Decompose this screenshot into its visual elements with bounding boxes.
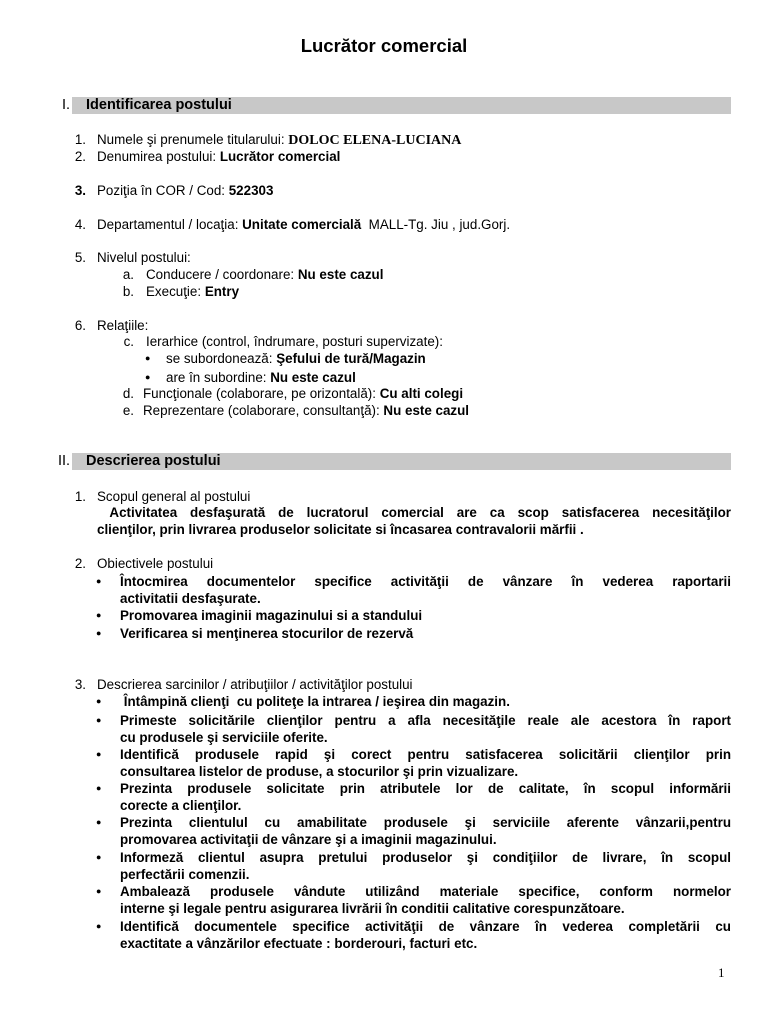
field-value: Unitate comercială [242, 217, 362, 232]
field-label: Poziţia în COR / Cod: [97, 183, 229, 198]
task-item-cont: consultarea listelor de produse, a stocurilor şi prin vizualizare. [120, 764, 519, 779]
list-number: 4. [74, 217, 86, 232]
task-item: Primeste solicitările clienţilor pentru a afla necesităţile reale ale acestora în raport [120, 713, 731, 728]
field-label: Execuţie: [146, 284, 205, 299]
list-item [97, 148, 340, 165]
bullet-icon: ● [96, 886, 102, 896]
bullet-icon: ● [96, 852, 102, 862]
task-item: Identifică produsele rapid şi corect pentru satisfacerea solicitării clienţilor prin [120, 747, 731, 762]
bullet-icon: ● [96, 628, 102, 638]
list-letter: e. [122, 403, 134, 418]
sub-item [146, 283, 239, 300]
list-number: 6. [74, 318, 86, 333]
field-value: Lucrător comercial [219, 149, 341, 164]
bullet-icon: ● [96, 576, 102, 586]
field-value: Cu alti colegi [379, 386, 464, 401]
page-number: 1 [718, 965, 725, 980]
list-item: Obiectivele postului [97, 556, 214, 571]
task-item-cont: promovarea activitaţii de vânzare şi a imaginii magazinului. [120, 832, 497, 847]
task-item-cont: perfectării comenzii. [120, 867, 250, 882]
bullet-icon: ● [96, 817, 102, 827]
field-label: Conducere / coordonare: [146, 267, 298, 282]
objective-item: Verificarea si menţinerea stocurilor de rezervă [120, 626, 414, 641]
sub-item: Ierarhice (control, îndrumare, posturi supervizate): [146, 334, 443, 349]
list-item: Nivelul postului: [97, 250, 191, 265]
list-number: 2. [74, 149, 86, 164]
list-number: 3. [74, 183, 86, 198]
task-item-cont: corecte a clienţilor. [120, 798, 242, 813]
task-item-cont: cu produsele şi serviciile oferite. [120, 730, 328, 745]
field-value-rest: MALL-Tg. Jiu , jud.Gorj. [361, 217, 511, 232]
task-item: Prezinta clientulul cu amabilitate produsele şi serviciile aferente vânzarii,pentru [120, 815, 731, 830]
field-label: Numele şi prenumele titularului: [97, 132, 289, 147]
list-number: 5. [74, 250, 86, 265]
field-value: 522303 [228, 183, 274, 198]
field-label: Funcţionale (colaborare, pe orizontală): [143, 386, 380, 401]
sub-item [146, 266, 383, 283]
bullet-icon: ● [96, 749, 102, 759]
list-letter: a. [122, 267, 134, 282]
field-label: Denumirea postului: [97, 149, 220, 164]
sub-item [143, 385, 463, 402]
bullet-icon: ● [96, 696, 102, 706]
section-number: II. [58, 453, 71, 469]
list-number: 3. [74, 677, 86, 692]
section-number: I. [62, 97, 71, 113]
list-letter: b. [122, 284, 134, 299]
list-number: 1. [74, 132, 86, 147]
list-number: 2. [74, 556, 86, 571]
task-item: Identifică documentele specifice activităţii de vânzare în vederea completării cu [120, 919, 731, 934]
task-item: Ambalează produsele vândute utilizând materiale specifice, conform normelor [120, 884, 731, 899]
objective-item-cont: activitatii desfaşurate. [120, 591, 261, 606]
field-value: DOLOC ELENA-LUCIANA [288, 133, 462, 148]
list-item: Descrierea sarcinilor / atribuţiilor / activităţilor postului [97, 677, 413, 692]
paragraph-line: clienţilor, prin livrarea produselor solicitate si încasarea contravalorii mărfii . [97, 522, 584, 537]
field-value: Nu este cazul [270, 370, 356, 385]
bullet-icon: ● [96, 921, 102, 931]
section-title: Identificarea postului [86, 97, 232, 113]
list-item: Scopul general al postului [97, 489, 251, 504]
bullet-icon: ● [145, 372, 151, 382]
list-item [97, 216, 510, 233]
list-letter: c. [123, 334, 134, 349]
bullet-icon: ● [96, 783, 102, 793]
objective-item: Întocmirea documentelor specifice activităţii de vânzare în vederea raportarii [120, 574, 731, 589]
task-item: Întâmpină clienţi cu politeţe la intrarea / ieşirea din magazin. [120, 694, 510, 709]
bullet-icon: ● [96, 715, 102, 725]
task-item: Informeză clientul asupra pretului produselor şi condiţiilor de livrare, în scopul [120, 850, 731, 865]
list-number: 1. [74, 489, 86, 504]
list-item [97, 131, 461, 149]
field-label: are în subordine: [166, 370, 271, 385]
objective-item: Promovarea imaginii magazinului si a standului [120, 608, 423, 623]
sub-bullet-item [166, 350, 426, 367]
paragraph-line: Activitatea desfaşurată de lucratorul comercial are ca scop satisfacerea necesităţilor [97, 505, 731, 520]
field-value: Entry [204, 284, 240, 299]
field-label: se subordonează: [166, 351, 277, 366]
field-value: Nu este cazul [297, 267, 384, 282]
list-letter: d. [122, 386, 134, 401]
bullet-icon: ● [145, 353, 151, 363]
field-label: Departamentul / locaţia: [97, 217, 243, 232]
field-value: Şefului de tură/Magazin [276, 351, 426, 366]
field-value: Nu este cazul [383, 403, 470, 418]
task-item-cont: interne şi legale pentru asigurarea livrării în conditii calitative corespunzătoare. [120, 901, 625, 916]
task-item-cont: exactitate a vânzărilor efectuate : borderouri, facturi etc. [120, 936, 478, 951]
bullet-icon: ● [96, 610, 102, 620]
field-label: Reprezentare (colaborare, consultanţă): [143, 403, 384, 418]
task-item: Prezinta produsele solicitate prin atributele lor de calitate, în scopul informării [120, 781, 731, 796]
sub-bullet-item [166, 369, 356, 386]
section-title: Descrierea postului [86, 453, 221, 469]
page-title: Lucrător comercial [300, 35, 468, 56]
list-item: Relaţiile: [97, 318, 149, 333]
sub-item [143, 402, 469, 419]
list-item [97, 182, 273, 199]
